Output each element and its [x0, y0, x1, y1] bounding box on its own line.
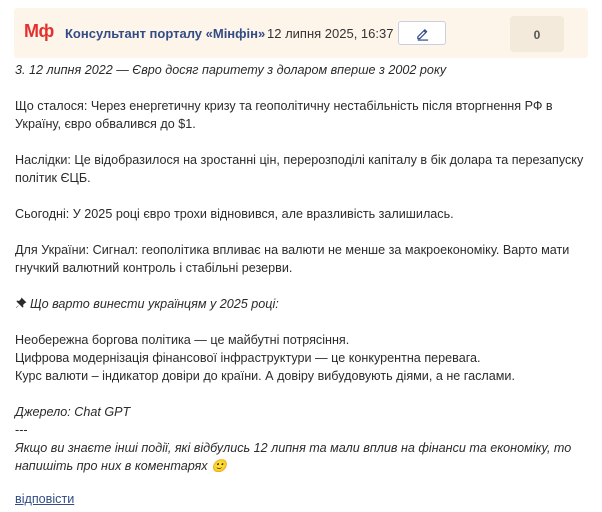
today: Сьогодні: У 2025 році євро трохи відновився, але вразливість залишилась.: [15, 207, 454, 221]
edit-button[interactable]: [398, 21, 446, 45]
reply-link[interactable]: відповісти: [15, 492, 75, 506]
comment-header: [14, 8, 588, 58]
closing-note: Якщо ви знаєте інші події, які відбулись 12 липня та мали вплив на фінанси та економіку, то напишіть про них в коментарях 🙂: [15, 441, 572, 473]
pencil-icon: [415, 26, 430, 41]
vote-count: 0: [533, 28, 541, 42]
takeaways-heading-text: Що варто винести українцям у 2025 році:: [30, 297, 279, 311]
vote-box[interactable]: [510, 16, 564, 52]
comment-date: 12 липня 2025, 16:37: [267, 26, 394, 41]
consequences: Наслідки: Це відобразилося на зростанні цін, перерозподілі капіталу в бік долара та перезапуску політик ЄЦБ.: [15, 153, 584, 185]
what-happened: Що сталося: Через енергетичну кризу та геополітичну нестабільність після вторгнення РФ в Україну, євро обвалився до $1.: [15, 99, 553, 131]
takeaway-item: Цифрова модернізація фінансової інфраструктури — це конкурентна перевага.: [15, 351, 481, 365]
for-ukraine: Для України: Сигнал: геополітика впливає на валюти не менше за макроекономіку. Варто мати гнучкий валютний контроль і стабільні резерви.: [15, 243, 570, 275]
takeaways-heading: [15, 295, 590, 313]
post-intro: 3. 12 липня 2022 — Євро досяг паритету з доларом вперше з 2002 року: [15, 63, 447, 77]
minfin-logo[interactable]: Мф: [24, 21, 54, 41]
takeaway-item: Необережна боргова політика — це майбутні потрясіння.: [15, 333, 350, 347]
source-note: Джерело: Chat GPT: [15, 405, 131, 419]
pushpin-icon: [15, 297, 27, 309]
comment-body: [15, 61, 590, 475]
takeaway-item: Курс валюти – індикатор довіри до країни. А довіру вибудовують діями, а не гаслами.: [15, 369, 515, 383]
author-name[interactable]: Консультант порталу «Мінфін»: [65, 26, 266, 41]
separator: ---: [15, 423, 28, 437]
